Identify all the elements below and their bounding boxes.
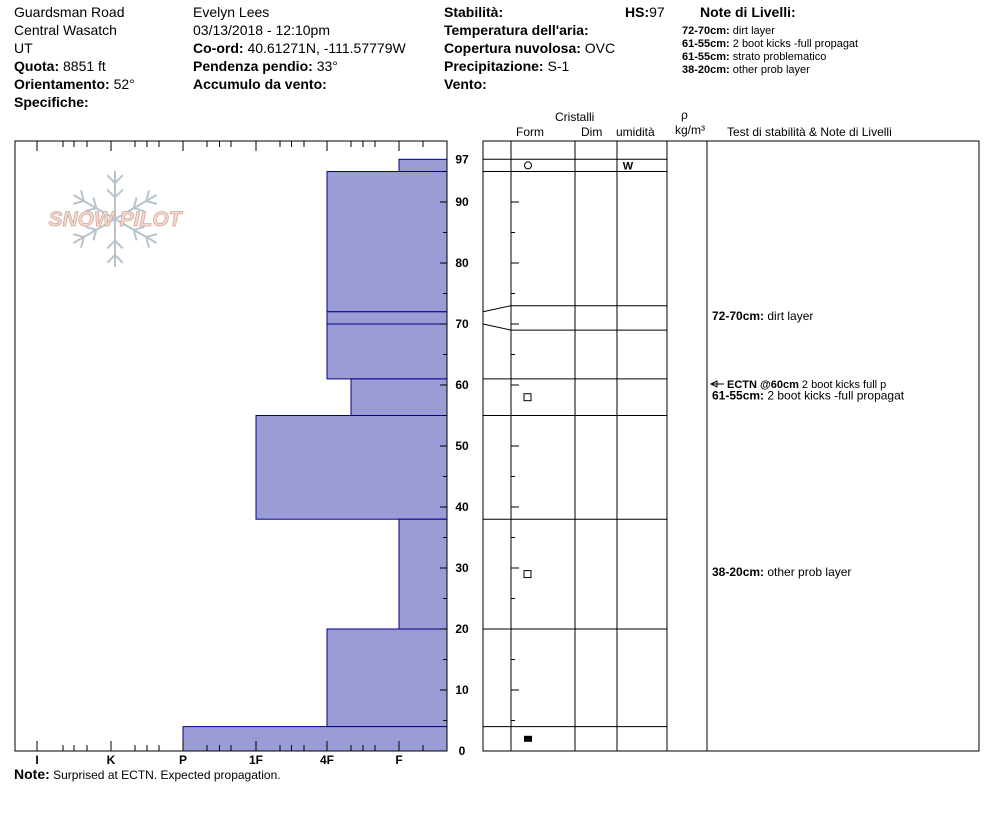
hardness-bar [256, 416, 447, 520]
depth-tick-label: 50 [455, 439, 469, 453]
precip-value: S-1 [547, 58, 570, 74]
layer-notes-title: Note di Livelli: [700, 4, 796, 20]
crystal-form-round-icon [525, 162, 532, 169]
hardness-scale-label: 4F [319, 753, 335, 767]
elevation-label: Quota: [14, 58, 60, 74]
hardness-bar [399, 519, 447, 629]
hardness-scale-label: P [178, 753, 188, 767]
depth-tick-label: 30 [455, 561, 469, 575]
crystal-form-filled-icon [524, 736, 532, 742]
layer-note-range: 61-55cm: [682, 38, 730, 50]
layer-note-text: 2 boot kicks -full propagat [732, 38, 859, 50]
size-header: Dim [581, 125, 603, 139]
layer-connector [483, 324, 511, 330]
depth-tick-label: 80 [455, 256, 469, 270]
hardness-bar [327, 324, 447, 379]
snowflake-branch [73, 201, 84, 204]
snowpilot-logo [49, 171, 184, 267]
elevation-value: 8851 ft [63, 58, 106, 74]
snowflake-branch [115, 190, 123, 198]
precip-label: Precipitazione: [444, 58, 544, 74]
coord-value: 40.61271N, -111.57779W [247, 40, 406, 56]
datetime: 03/13/2018 - 12:10pm [193, 22, 330, 38]
hardness-scale-label: F [395, 753, 403, 767]
slope-value: 33° [316, 58, 338, 74]
annotation-text: 2 boot kicks -full propagat [767, 388, 905, 403]
aspect-value: 52° [113, 76, 135, 92]
slope-label: Pendenza pendio: [193, 58, 313, 74]
snowflake-branch [107, 190, 115, 198]
stability-test [727, 379, 886, 391]
density-unit-header: kg/m³ [675, 123, 705, 137]
layer-note-text: other prob layer [732, 64, 810, 76]
layer-note-range: 38-20cm: [682, 64, 730, 76]
cloud-value: OVC [584, 40, 616, 56]
annotation-range: 72-70cm: [712, 309, 768, 323]
depth-tick-label: 97 [455, 152, 469, 167]
layer-note-range: 72-70cm: [682, 25, 730, 37]
coord-label: Co-ord: [193, 40, 244, 56]
hardness-bar [327, 172, 447, 312]
layer-annotation [712, 309, 813, 323]
annotation-range: 38-20cm: [712, 565, 768, 580]
hs-value: 97 [649, 4, 665, 20]
logo-text: SNOW PILOT [48, 208, 182, 231]
depth-tick-label: 40 [455, 500, 469, 514]
depth-tick-label: 0 [458, 744, 466, 758]
footer-note-text: Surprised at ECTN. Expected propagation. [53, 768, 281, 782]
moisture-value: W [622, 160, 634, 173]
hardness-bar [183, 727, 447, 751]
layer-note-range: 61-55cm: [682, 51, 730, 63]
wind-loading-label: Accumulo da vento: [193, 76, 327, 92]
crystal-form-square-icon [524, 394, 531, 401]
specifics-label: Specifiche: [14, 94, 89, 110]
aspect-label: Orientamento: [14, 76, 110, 92]
air-temp-label: Temperatura dell'aria: [444, 22, 589, 38]
hardness-scale-label: K [106, 753, 116, 767]
layer-connector [483, 306, 511, 312]
tests-header: Test di stabilità & Note di Livelli [727, 125, 892, 139]
crystal-panel-frame [483, 141, 979, 751]
layer-note-text: dirt layer [732, 25, 775, 37]
hardness-scale-label: 1F [248, 753, 264, 767]
snowflake-branch [107, 241, 115, 249]
snowflake-branch [73, 234, 84, 237]
depth-tick-label: 60 [455, 378, 469, 392]
snowflake-branch [146, 201, 157, 204]
snowflake-branch [107, 255, 115, 263]
observer: Evelyn Lees [193, 4, 270, 20]
annotation-text: other prob layer [767, 565, 852, 580]
hardness-bar [327, 312, 447, 324]
form-header: Form [516, 125, 544, 139]
depth-tick-label: 90 [455, 195, 469, 209]
location: Guardsman Road [14, 4, 125, 20]
mountain-range: Central Wasatch [14, 22, 117, 38]
snowflake-branch [115, 175, 123, 183]
hardness-bar [399, 159, 447, 171]
stability-test-text: 2 boot kicks full p [801, 379, 887, 391]
footer-note-label: Note: [14, 766, 50, 782]
layer-note-text: strato problematico [732, 51, 827, 63]
snowflake-branch [115, 255, 123, 263]
hs-label: HS: [625, 4, 650, 20]
hardness-scale-label: I [35, 753, 39, 767]
depth-tick-label: 20 [455, 622, 469, 636]
snowflake-branch [146, 234, 157, 237]
cloud-label: Copertura nuvolosa: [444, 40, 581, 56]
depth-tick-label: 70 [455, 317, 469, 331]
annotation-range: 61-55cm: [712, 388, 768, 403]
hardness-bar [327, 629, 447, 727]
layer-annotation [712, 565, 851, 579]
crystal-form-square-icon [524, 571, 531, 578]
wind-label: Vento: [444, 76, 487, 92]
hardness-bar [351, 379, 447, 416]
state: UT [14, 40, 33, 56]
footer-note [14, 766, 281, 784]
rho-header: ρ [681, 108, 688, 122]
depth-tick-label: 10 [455, 683, 469, 697]
stability-test-label: ECTN @60cm [727, 379, 802, 391]
moisture-header: umidità [616, 125, 655, 139]
stability-label: Stabilità: [444, 4, 504, 20]
crystals-header: Cristalli [555, 110, 595, 124]
snowflake-branch [107, 175, 115, 183]
annotation-text: dirt layer [767, 309, 814, 323]
snowflake-branch [115, 241, 123, 249]
